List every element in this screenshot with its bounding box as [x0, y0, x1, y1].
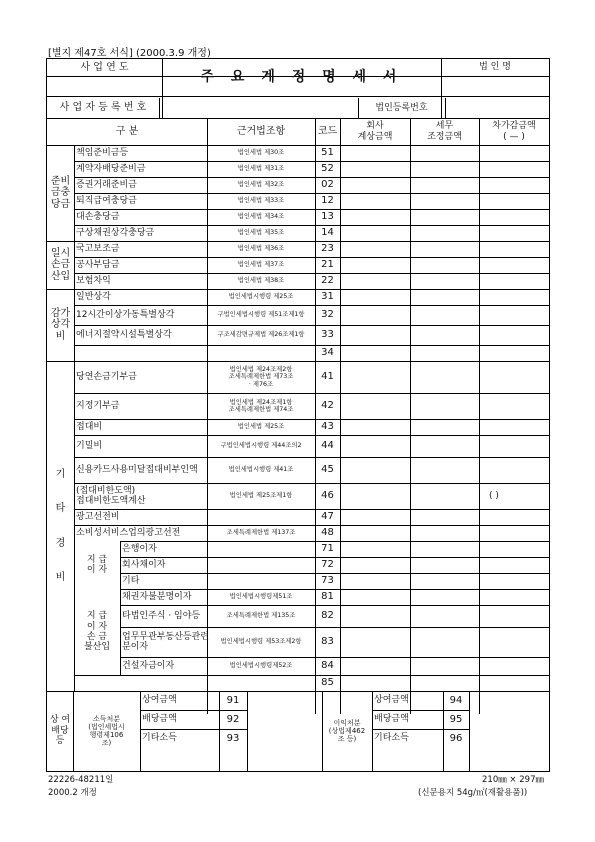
col-company-amount: 회사 계상금액 [357, 121, 393, 142]
form-title: 주 요 계 정 명 세 서 [200, 69, 403, 86]
row-code: 23 [321, 243, 334, 255]
rule-line [445, 98, 446, 118]
row-code: 71 [321, 543, 334, 555]
row-law: 조세특례제한법 제137조 [226, 529, 296, 537]
row-law: 법인세법 제24조제1항 조세특례제한법 제74조 [228, 398, 294, 413]
group-label-g1: 준비 금충 당금 [50, 175, 71, 210]
row-name: 계약자배당준비금 [76, 163, 146, 174]
interest-paid-label: 지 급 이 자 [86, 554, 108, 575]
row-code: 41 [321, 371, 334, 383]
row-law: 법인세법 제31조 [237, 165, 285, 173]
row-name: 당연손금기부금 [76, 371, 137, 382]
row-law [207, 675, 315, 691]
row-name: 증권거래준비금 [76, 179, 137, 190]
bottom-item-code: 92 [226, 713, 240, 725]
interest-nondeductible-label: 지 급 이 자 손 금 불산입 [83, 611, 111, 653]
rule-line [479, 118, 480, 714]
bottom-item-label: 기타소득 [142, 733, 177, 744]
bottom-item-code: 91 [226, 694, 240, 706]
bottom-item-label: 배당금액 [142, 714, 177, 725]
row-name: 신용카드사용미달접대비부인액 [76, 464, 198, 475]
business-year-label: 사 업 연 도 [80, 61, 129, 73]
row-law: 법인세법 제32조 [237, 181, 285, 189]
row-code: 81 [321, 591, 334, 603]
row-law [207, 557, 315, 573]
row-name: 소비성서비스업의광고선전 [76, 527, 181, 538]
bottom-item-label: 상여금액 [142, 695, 177, 706]
row-code: 43 [321, 421, 334, 433]
row-law: 법인세법시행령제51조 [229, 593, 293, 601]
row-code: 02 [321, 179, 334, 191]
paper-spec: (신문용지 54g/㎡(재활용품)) [418, 788, 528, 798]
row-code: 12 [321, 195, 334, 207]
row-name: 일반상각 [76, 291, 111, 302]
row-law [207, 541, 315, 557]
income-disposal-label: 소득처분 (법인세법시 행령제106 조) [88, 714, 125, 748]
form-label: [별지 제47호 서식] (2000.3.9 개정) [48, 48, 211, 59]
row-code: 83 [321, 636, 334, 648]
row-name: 채권자불분명이자 [122, 591, 192, 602]
row-name: 회사채이자 [122, 559, 166, 570]
bottom-item-label: 배당금액 [374, 714, 409, 725]
row-law: 법인세법시행령 제41조 [228, 466, 294, 474]
row-code: 45 [321, 464, 334, 476]
bottom-item-code: 93 [226, 732, 240, 744]
row-law: 법인세법 제25조 [237, 423, 285, 431]
row-code: 47 [321, 511, 334, 523]
bottom-item-label: 상여금액 [374, 695, 409, 706]
col-section: 구 분 [115, 125, 139, 137]
rule-line [159, 98, 160, 118]
row-law: 법인세법 제25조제1항 [229, 492, 293, 500]
row-name [74, 345, 209, 361]
revision-note: 2000.2 개정 [48, 788, 97, 798]
row-code: 13 [321, 211, 334, 223]
row-law: 법인세법 제33조 [237, 197, 285, 205]
row-law: 조세특례제한법 제135조 [226, 612, 296, 620]
row-law: 법인세법시행령 제53조제2항 [220, 638, 302, 646]
row-law: 법인세법시행령제52조 [229, 662, 293, 670]
row-name: 건설자금이자 [122, 660, 175, 671]
row-code: 22 [321, 275, 334, 287]
rule-line [469, 691, 470, 771]
rule-line [410, 118, 411, 714]
row-law: 법인세법 제35조 [237, 229, 285, 237]
row-law: 법인세법 제36조 [237, 245, 285, 253]
row-law: 법인세법 제38조 [237, 277, 285, 285]
row-code: 72 [321, 559, 334, 571]
row-name: 은행이자 [122, 543, 157, 554]
rule-line [340, 118, 341, 714]
row-law: 구법인세법시행령 제51조제1항 [217, 311, 305, 319]
row-code: 46 [321, 490, 334, 502]
row-code: 44 [321, 440, 334, 452]
row-name: 지정기부금 [76, 400, 120, 411]
row-name: 대손충당금 [76, 211, 120, 222]
group-label-g2: 일시 손금 산입 [50, 247, 71, 282]
row-name: (접대비한도액) 접대비한도액계산 [76, 485, 146, 506]
group-label-g4: 기 타 경 비 [55, 468, 66, 583]
row-code: 85 [321, 677, 334, 689]
profit-disposal-label: 이익처분 (상법제462 조 등) [328, 718, 366, 744]
paper-size: 210㎜ × 297㎜ [482, 775, 544, 785]
row-code: 42 [321, 400, 334, 412]
row-code: 51 [321, 147, 334, 159]
row-name: 책임준비금등 [76, 147, 129, 158]
row-law [207, 509, 315, 525]
row-law: 법인세법 제34조 [237, 213, 285, 221]
row-law: 법인세법 제30조 [237, 149, 285, 157]
row-law: 구조세감면규제법 제26조제1항 [217, 331, 305, 339]
group-label-g3: 감가 상각 비 [50, 307, 71, 342]
row-name [74, 675, 209, 691]
row-code: 34 [321, 347, 334, 359]
bottom-item-code: 94 [449, 694, 463, 706]
row-name: 기타 [122, 575, 140, 586]
row-code: 14 [321, 227, 334, 239]
col-diff: 차가감금액 ( — ) [492, 121, 536, 142]
bonus-dividend-label: 상 여 배당등 [49, 715, 71, 747]
row-code: 21 [321, 259, 334, 271]
corp-name-label: 법 인 명 [479, 62, 511, 73]
row-name: 타법인주식 · 임야등 [122, 610, 201, 621]
row-name: 퇴직급여충당금 [76, 195, 137, 206]
row-name: 12시간이상가동특별상각 [76, 309, 175, 320]
form-number: 22226-48211일 [48, 775, 114, 785]
row-code: 52 [321, 163, 334, 175]
row-law [207, 345, 315, 361]
bottom-item-label: 기타소득 [374, 733, 409, 744]
row-name: 구상채권상각충당금 [76, 227, 155, 238]
row-law: 법인세법시행령 제25조 [228, 293, 294, 301]
row-code: 84 [321, 660, 334, 672]
paren-note: ( ) [489, 490, 499, 501]
row-code: 48 [321, 527, 334, 539]
bottom-item-code: 96 [449, 732, 463, 744]
row-name: 국고보조금 [76, 243, 120, 254]
row-code: 82 [321, 610, 334, 622]
row-code: 33 [321, 329, 334, 341]
rule-line [47, 96, 549, 97]
row-law: 법인세법 제24조제2항 조세특례제한법 제73조 · 제76조 [228, 366, 294, 388]
col-code: 코드 [317, 125, 338, 137]
account-statement-form [46, 58, 550, 772]
corp-reg-label: 법인등록번호 [375, 102, 428, 113]
row-law: 법인세법 제37조 [237, 261, 285, 269]
row-name: 보험차익 [76, 275, 111, 286]
row-name: 기밀비 [76, 440, 103, 451]
row-name: 에너지절약시설특별상각 [76, 329, 172, 340]
row-name: 광고선전비 [76, 511, 120, 522]
col-tax-amount: 세무 조정금액 [427, 121, 462, 142]
business-reg-label: 사 업 자 등 록 번 호 [59, 102, 147, 114]
row-code: 32 [321, 309, 334, 321]
row-code: 31 [321, 291, 334, 303]
row-name: 업무무관부동산등관련분이자 [122, 631, 209, 652]
row-law: 구법인세법시행령 제44조의2 [220, 442, 302, 450]
row-name: 공사부담금 [76, 259, 120, 270]
bottom-item-code: 95 [449, 713, 463, 725]
row-name: 접대비 [76, 421, 103, 432]
rule-line [247, 691, 248, 771]
row-code: 73 [321, 575, 334, 587]
col-law: 근거법조항 [236, 125, 286, 137]
row-law [207, 573, 315, 589]
